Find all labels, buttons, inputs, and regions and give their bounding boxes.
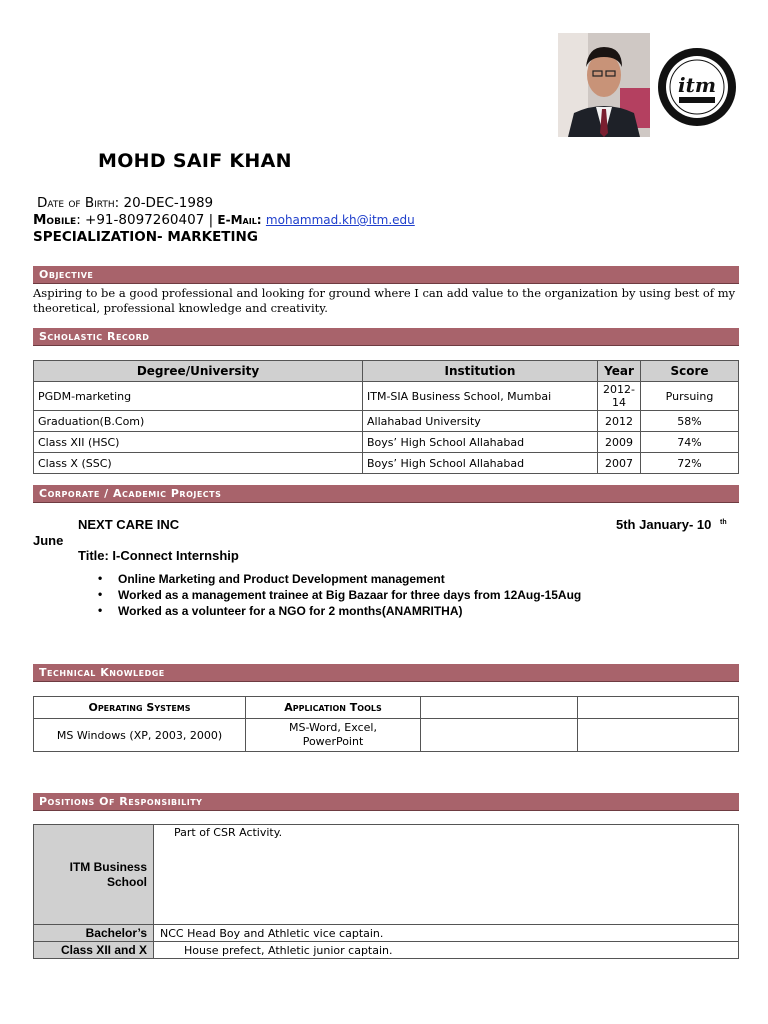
objective-text: Aspiring to be a good professional and looking for ground where I can add value to the organization by using best of my theoretical, professional knowledge and creativity.	[33, 286, 736, 315]
cell-year: 2012-14	[598, 382, 641, 411]
project-date-cont: June	[33, 533, 64, 548]
cell-score: 72%	[641, 453, 739, 474]
cell-empty-4	[578, 719, 739, 752]
email-label: E-Mail:	[217, 213, 262, 227]
cell-degree: Class XII (HSC)	[34, 432, 363, 453]
col-empty-3	[421, 697, 578, 719]
table-row	[34, 411, 739, 432]
position-text: NCC Head Boy and Athletic vice captain.	[154, 925, 739, 942]
cell-empty-3	[421, 719, 578, 752]
specialization: SPECIALIZATION- MARKETING	[33, 229, 258, 245]
mobile-value: : +91-8097260407 |	[76, 212, 218, 228]
cell-institution: Boys’ High School Allahabad	[363, 432, 598, 453]
list-item: • Worked as a volunteer for a NGO for 2 months(ANAMRITHA)	[93, 604, 733, 620]
cell-degree: Graduation(B.Com)	[34, 411, 363, 432]
col-score: Score	[641, 361, 739, 382]
technical-heading: Technical Knowledge	[33, 664, 739, 682]
list-item: • Online Marketing and Product Development management	[93, 572, 733, 588]
table-row	[34, 453, 739, 474]
positions-table	[33, 824, 739, 959]
list-item: • Worked as a management trainee at Big Bazaar for three days from 12Aug-15Aug	[93, 588, 733, 604]
col-institution: Institution	[363, 361, 598, 382]
candidate-name: MOHD SAIF KHAN	[98, 150, 292, 172]
col-application-tools: Application Tools	[246, 697, 421, 719]
cell-tools: MS-Word, Excel, PowerPoint	[246, 719, 421, 752]
itm-logo	[657, 47, 737, 127]
dob-label: Date of Birth	[37, 195, 115, 211]
table-row	[34, 942, 739, 959]
profile-photo	[558, 33, 650, 137]
positions-heading: Positions Of Responsibility	[33, 793, 739, 811]
projects-heading: Corporate / Academic Projects	[33, 485, 739, 503]
position-text: House prefect, Athletic junior captain.	[154, 942, 739, 959]
logo-text: itm	[678, 73, 716, 97]
table-header-row	[34, 361, 739, 382]
cell-year: 2012	[598, 411, 641, 432]
col-empty-4	[578, 697, 739, 719]
project-date	[616, 517, 727, 532]
table-row	[34, 719, 739, 752]
cell-institution: Allahabad University	[363, 411, 598, 432]
mobile-label: Mobile	[33, 212, 77, 228]
table-row	[34, 382, 739, 411]
technical-table	[33, 696, 739, 752]
dob-line	[37, 195, 213, 211]
cell-year: 2007	[598, 453, 641, 474]
table-row	[34, 925, 739, 942]
cell-institution: ITM-SIA Business School, Mumbai	[363, 382, 598, 411]
position-label: Class XII and X	[34, 942, 154, 959]
cell-score: 74%	[641, 432, 739, 453]
contact-line	[33, 212, 415, 228]
cell-degree: PGDM-marketing	[34, 382, 363, 411]
dob-value: : 20-DEC-1989	[114, 195, 214, 211]
project-date-sup: th	[720, 518, 727, 526]
position-label: Bachelor’s	[34, 925, 154, 942]
cell-os: MS Windows (XP, 2003, 2000)	[34, 719, 246, 752]
col-degree: Degree/University	[34, 361, 363, 382]
cell-year: 2009	[598, 432, 641, 453]
company-name: NEXT CARE INC	[78, 517, 180, 532]
col-year: Year	[598, 361, 641, 382]
objective-heading: Objective	[33, 266, 739, 284]
position-text: Part of CSR Activity.	[154, 825, 739, 925]
scholastic-table	[33, 360, 739, 474]
email-link[interactable]: mohammad.kh@itm.edu	[265, 213, 415, 227]
project-bullets	[93, 572, 733, 620]
table-header-row	[34, 697, 739, 719]
project-title: Title: I-Connect Internship	[78, 548, 239, 563]
table-row	[34, 825, 739, 925]
cell-degree: Class X (SSC)	[34, 453, 363, 474]
cell-institution: Boys’ High School Allahabad	[363, 453, 598, 474]
project-date-text: 5th January- 10	[616, 517, 712, 532]
col-operating-systems: Operating Systems	[34, 697, 246, 719]
scholastic-heading: Scholastic Record	[33, 328, 739, 346]
cell-score: 58%	[641, 411, 739, 432]
cell-score: Pursuing	[641, 382, 739, 411]
position-label: ITM Business School	[34, 825, 154, 925]
table-row	[34, 432, 739, 453]
